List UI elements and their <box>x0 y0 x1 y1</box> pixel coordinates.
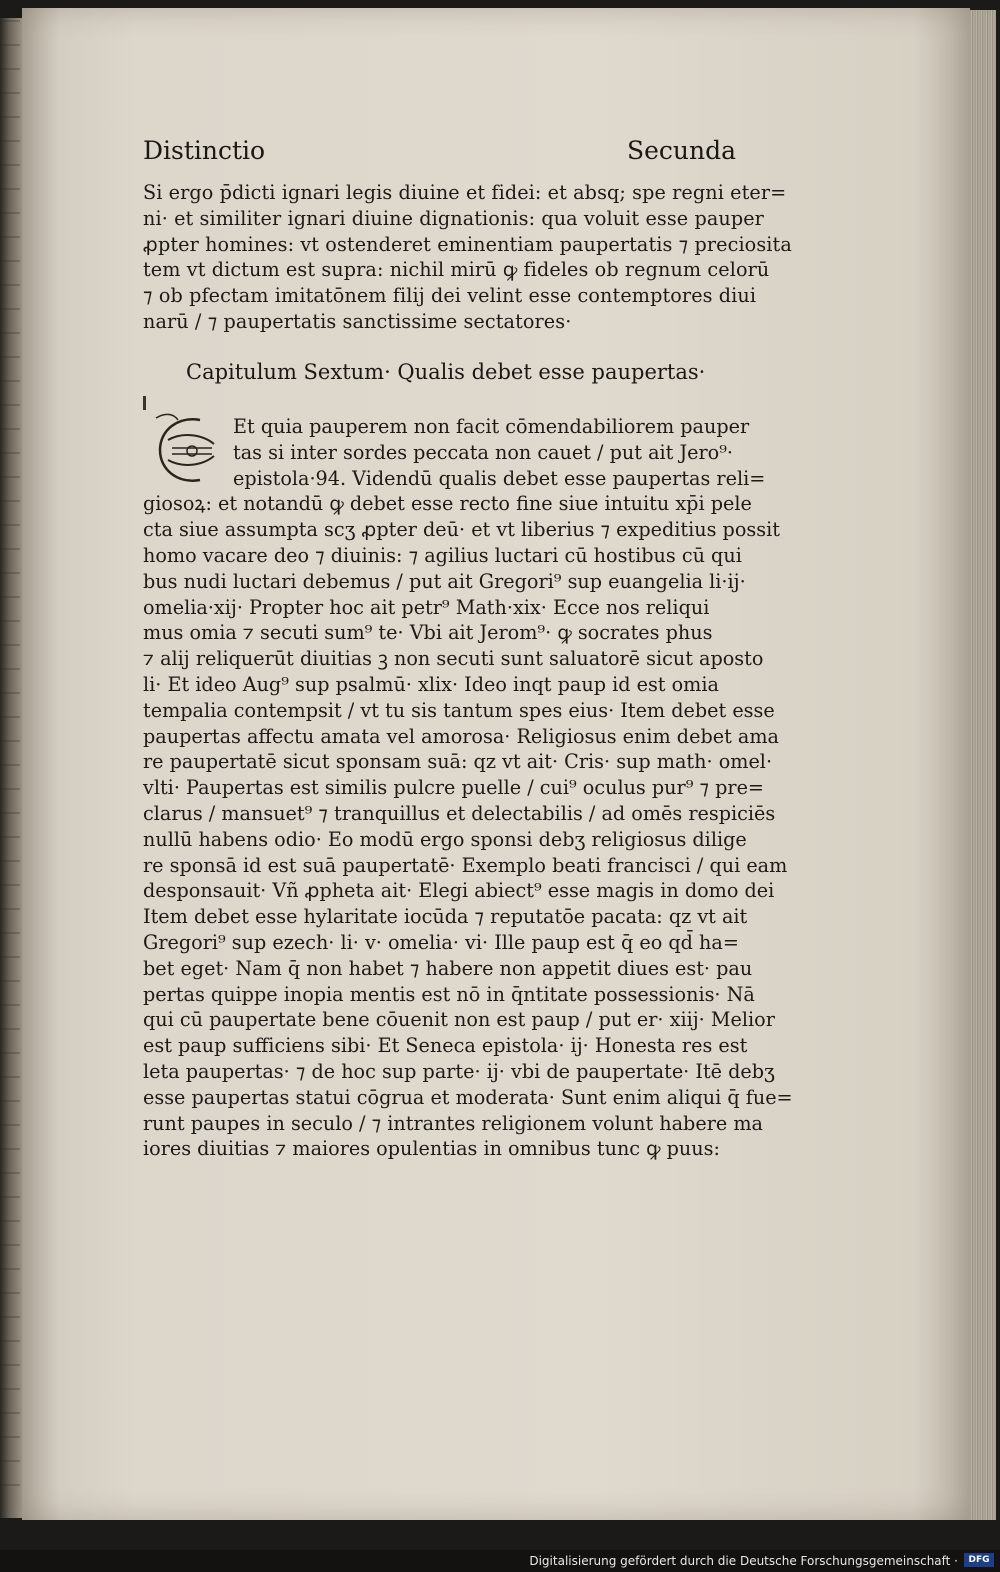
text-line: Et quia pauperem non facit cōmendabiliorem pauper <box>233 415 750 438</box>
running-head <box>143 134 736 174</box>
text-line: nullū habens odio· Eo modū ergo sponsi debʒ religiosus dilige <box>143 827 747 851</box>
text-line: mus omia ⁊ secuti sum⁹ te· Vbi ait Jerom⁹· ꝙ socrates phus <box>143 621 713 645</box>
text-line: ⁊ alij reliquerūt diuitias ꝫ non secuti sunt saluatorē sicut aposto <box>143 647 764 671</box>
text-line: leta paupertas· ⁊ de hoc sup parte· ij· vbi de paupertate· Itē debʒ <box>143 1059 775 1083</box>
text-line: ꝓpter homines: vt ostenderet eminentiam paupertatis ⁊ preciosita <box>143 232 792 256</box>
text-line: omelia·xij· Propter hoc ait petr⁹ Math·xix· Ecce nos reliqui <box>143 595 710 619</box>
text-line: tempalia contempsit / vt tu sis tantum spes eius· Item debet esse <box>143 698 775 722</box>
chapter-body <box>143 414 793 1162</box>
facing-page-text-residue <box>0 20 20 1500</box>
text-line: pertas quippe inopia mentis est nō in q̄ntitate possessionis· Nā <box>143 982 755 1006</box>
text-line: paupertas affectu amata vel amorosa· Religiosus enim debet ama <box>143 724 779 748</box>
text-line: epistola·94. Videndū qualis debet esse paupertas reli= <box>233 466 766 490</box>
text-line: tem vt dictum est supra: nichil mirū ꝙ fideles ob regnum celorū <box>143 258 770 282</box>
text-line: tas si inter sordes peccata non cauet / put ait Jero⁹· <box>233 440 734 464</box>
text-line: giosoꝝ: et notandū ꝙ debet esse recto fine siue intuitu xp̄i pele <box>143 492 752 516</box>
text-line: esse paupertas statui cōgrua et moderata· Sunt enim aliqui q̄ fue= <box>143 1085 793 1109</box>
text-line: ⁊ ob pfectam imitatōnem filij dei velint esse contemptores diui <box>143 284 757 308</box>
dfg-logo-badge: DFG <box>964 1553 994 1567</box>
text-line: desponsauit· Vñ ꝓpheta ait· Elegi abiect⁹ esse magis in domo dei <box>143 879 775 903</box>
text-line: li· Et ideo Aug⁹ sup psalmū· xlix· Ideo inqt paup id est omia <box>143 672 719 696</box>
text-line: bus nudi luctari debemus / put ait Gregori⁹ sup euangelia li·ij· <box>143 569 746 593</box>
text-line: Si ergo p̄dicti ignari legis diuine et fidei: et absq; spe regni eter= <box>143 181 787 204</box>
text-line: qui cū paupertate bene cōuenit non est paup / put er· xiij· Melior <box>143 1008 775 1032</box>
text-line: clarus / mansuet⁹ ⁊ tranquillus et delectabilis / ad omēs respiciēs <box>143 801 776 825</box>
text-line: est paup sufficiens sibi· Et Seneca epistola· ij· Honesta res est <box>143 1034 748 1058</box>
text-line: Item debet esse hylaritate iocūda ⁊ reputatōe pacata: qz vt ait <box>143 905 748 929</box>
text-line: runt paupes in seculo / ⁊ intrantes religionem volunt habere ma <box>143 1111 763 1135</box>
text-line: homo vacare deo ⁊ diuinis: ⁊ agilius luctari cū hostibus cū qui <box>143 543 742 567</box>
digitization-credit: Digitalisierung gefördert durch die Deutsche Forschungsgemeinschaft · <box>529 1554 958 1568</box>
running-head-left: Distinctio <box>143 136 266 165</box>
text-line: re paupertatē sicut sponsam suā: qz vt ait· Cris· sup math· omel· <box>143 750 773 774</box>
text-line: Gregori⁹ sup ezech· li· v· omelia· vi· Ille paup est q̄ eo qd̄ ha= <box>143 930 739 954</box>
text-line: re sponsā id est suā paupertatē· Exemplo beati francisci / qui eam <box>143 853 788 877</box>
text-line: iores diuitias ⁊ maiores opulentias in omnibus tunc ꝙ puus: <box>143 1137 720 1161</box>
guide-letter-mark <box>143 396 146 410</box>
chapter-heading: Capitulum Sextum· Qualis debet esse paupertas· <box>186 360 706 384</box>
text-line: ni· et similiter ignari diuine dignationis: qua voluit esse pauper <box>143 206 764 230</box>
text-line: bet eget· Nam q̄ non habet ⁊ habere non appetit diues est· pau <box>143 956 753 980</box>
text-line: narū / ⁊ paupertatis sanctissime sectatores· <box>143 309 572 333</box>
running-head-right: Secunda <box>626 136 736 165</box>
text-line: cta siue assumpta scʒ ꝓpter deū· et vt liberius ⁊ expeditius possit <box>143 518 780 542</box>
opening-paragraph <box>143 180 792 335</box>
text-line: vlti· Paupertas est similis pulcre puelle / cui⁹ oculus pur⁹ ⁊ pre= <box>143 776 765 800</box>
